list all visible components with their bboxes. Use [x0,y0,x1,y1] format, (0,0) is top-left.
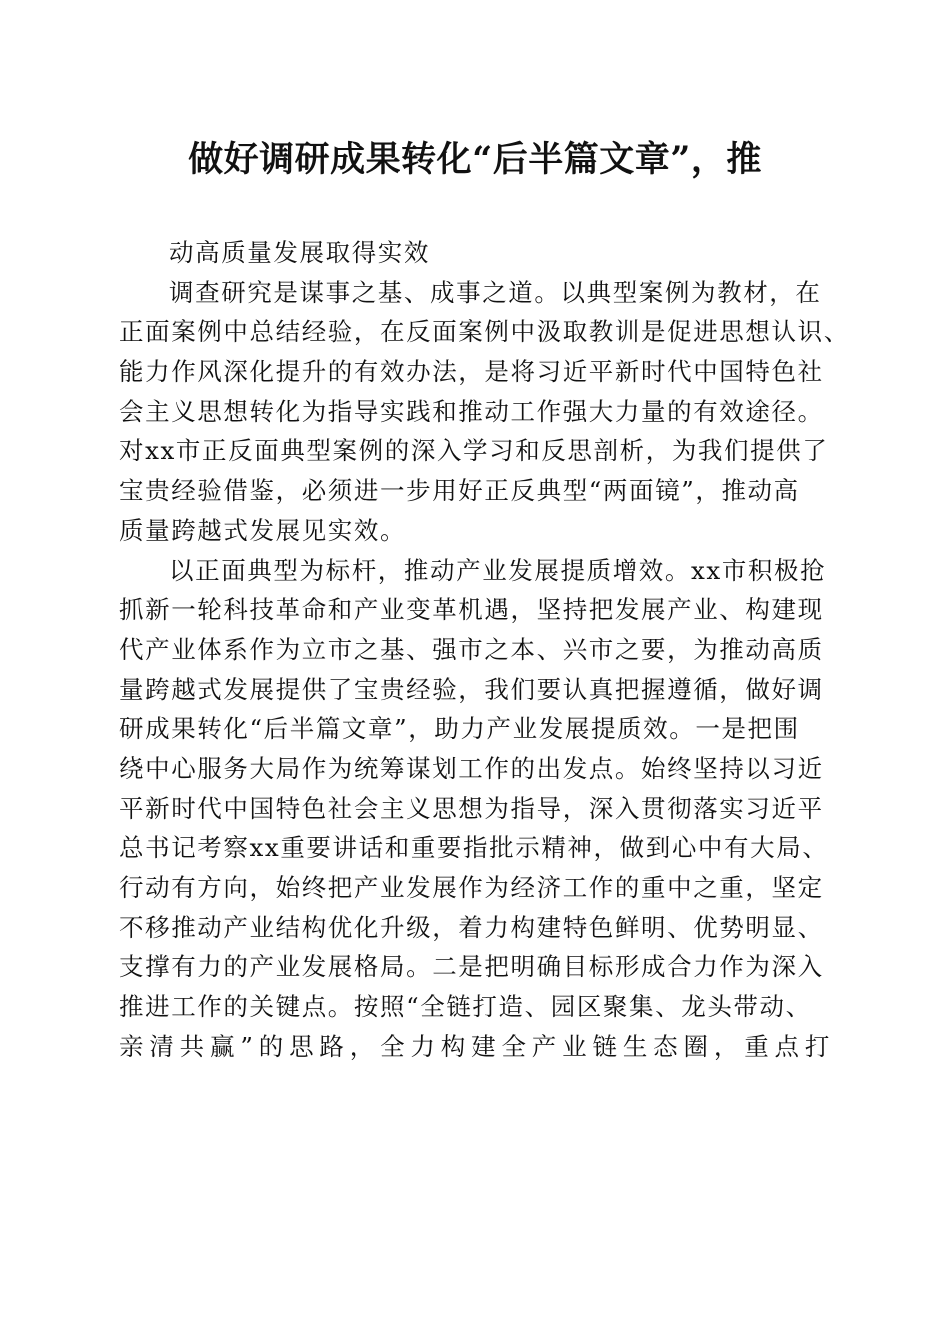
body-line: 行动有方向，始终把产业发展作为经济工作的重中之重，坚定 [119,873,824,902]
body-line: 总书记考察xx重要讲话和重要指批示精神，做到心中有大局、 [119,833,829,863]
body-line: 绕中心服务大局作为统筹谋划工作的出发点。始终坚持以习近 [119,753,824,783]
body-line: 质量跨越式发展见实效。 [119,515,407,545]
body-line: 宝贵经验借鉴，必须进一步用好正反典型“两面镜”，推动高 [119,476,800,506]
body-line: 支撑有力的产业发展格局。二是把明确目标形成合力作为深入 [119,952,824,982]
body-line: 动高质量发展取得实效 [169,238,430,267]
body-line: 推进工作的关键点。按照“全链打造、园区聚集、龙头带动、 [119,992,812,1022]
body-line: 不移推动产业结构优化升级，着力构建特色鲜明、优势明显、 [119,912,824,942]
body-line: 对xx市正反面典型案例的深入学习和反思剖析，为我们提供了 [119,436,829,466]
body-line: 代产业体系作为立市之基、强市之本、兴市之要，为推动高质 [119,634,824,664]
body-line: 会主义思想转化为指导实践和推动工作强大力量的有效途径。 [119,396,824,426]
body-line: 量跨越式发展提供了宝贵经验，我们要认真把握遵循，做好调 [119,674,824,704]
body-line: 研成果转化“后半篇文章”，助力产业发展提质效。一是把围 [119,714,800,744]
body-line: 亲清共赢”的思路，全力构建全产业链生态圈，重点打 [119,1031,831,1061]
body-line: 能力作风深化提升的有效办法，是将习近平新时代中国特色社 [119,357,824,387]
body-line: 正面案例中总结经验，在反面案例中汲取教训是促进思想认识、 [119,317,850,347]
document-title: 做好调研成果转化“后半篇文章”，推 [188,139,762,180]
body-line: 调查研究是谋事之基、成事之道。以典型案例为教材，在 [169,277,822,307]
body-line: 以正面典型为标杆，推动产业发展提质增效。xx市积极抢 [169,555,827,585]
body-line: 抓新一轮科技革命和产业变革机遇，坚持把发展产业、构建现 [119,595,824,625]
body-line: 平新时代中国特色社会主义思想为指导，深入贯彻落实习近平 [119,793,824,823]
document-body [119,233,850,1066]
